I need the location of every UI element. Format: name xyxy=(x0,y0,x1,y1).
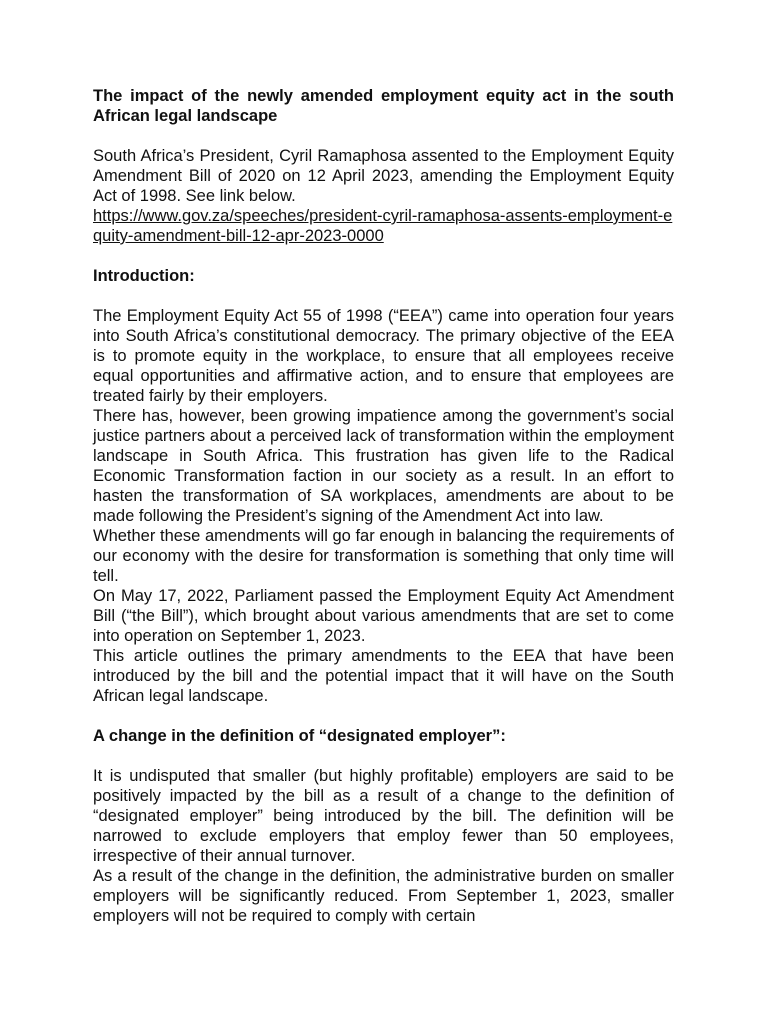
paragraph: As a result of the change in the definition, the administrative burden on smaller employers will be significantly reduced. From September 1, 2023, smaller employers will not be required to comply with certain xyxy=(93,867,674,925)
paragraph: There has, however, been growing impatience among the government’s social justice partners about a perceived lack of transformation within the employment landscape in South Africa. This frustration has given life to the Radical Economic Transformation faction in our society as a result. In an effort to hasten the transformation of SA workplaces, amendments are about to be made following the President’s signing of the Amendment Act into law. xyxy=(93,407,674,525)
paragraph: The Employment Equity Act 55 of 1998 (“EEA”) came into operation four years into South Africa’s constitutional democracy. The primary objective of the EEA is to promote equity in the workplace, to ensure that all employees receive equal opportunities and affirmative action, and to ensure that employees are treated fairly by their employers. xyxy=(93,307,674,405)
paragraph: On May 17, 2022, Parliament passed the Employment Equity Act Amendment Bill (“the Bill”), which brought about various amendments that are set to come into operation on September 1, 2023. xyxy=(93,587,674,645)
intro-paragraph: South Africa’s President, Cyril Ramaphosa assented to the Employment Equity Amendment Bill of 2020 on 12 April 2023, amending the Employment Equity Act of 1998. See link below. xyxy=(93,147,674,205)
spacer xyxy=(93,126,674,146)
source-link[interactable]: https://www.gov.za/speeches/president-cyril-ramaphosa-assents-employment-equity-amendment-bill-12-apr-2023-0000 xyxy=(93,207,673,245)
spacer xyxy=(93,746,674,766)
document-title: The impact of the newly amended employment equity act in the south African legal landscape xyxy=(93,87,674,125)
paragraph: It is undisputed that smaller (but highly profitable) employers are said to be positively impacted by the bill as a result of a change to the definition of “designated employer” being introduced by the bill. The definition will be narrowed to exclude employers that employ fewer than 50 employees, irrespective of their annual turnover. xyxy=(93,767,674,865)
section-heading-designated-employer: A change in the definition of “designated employer”: xyxy=(93,727,506,745)
section-heading-introduction: Introduction: xyxy=(93,267,195,285)
paragraph: This article outlines the primary amendments to the EEA that have been introduced by the bill and the potential impact that it will have on the South African legal landscape. xyxy=(93,647,674,705)
spacer xyxy=(93,246,674,266)
spacer xyxy=(93,706,674,726)
document-page xyxy=(93,86,674,926)
paragraph: Whether these amendments will go far enough in balancing the requirements of our economy with the desire for transformation is something that only time will tell. xyxy=(93,527,674,585)
spacer xyxy=(93,286,674,306)
